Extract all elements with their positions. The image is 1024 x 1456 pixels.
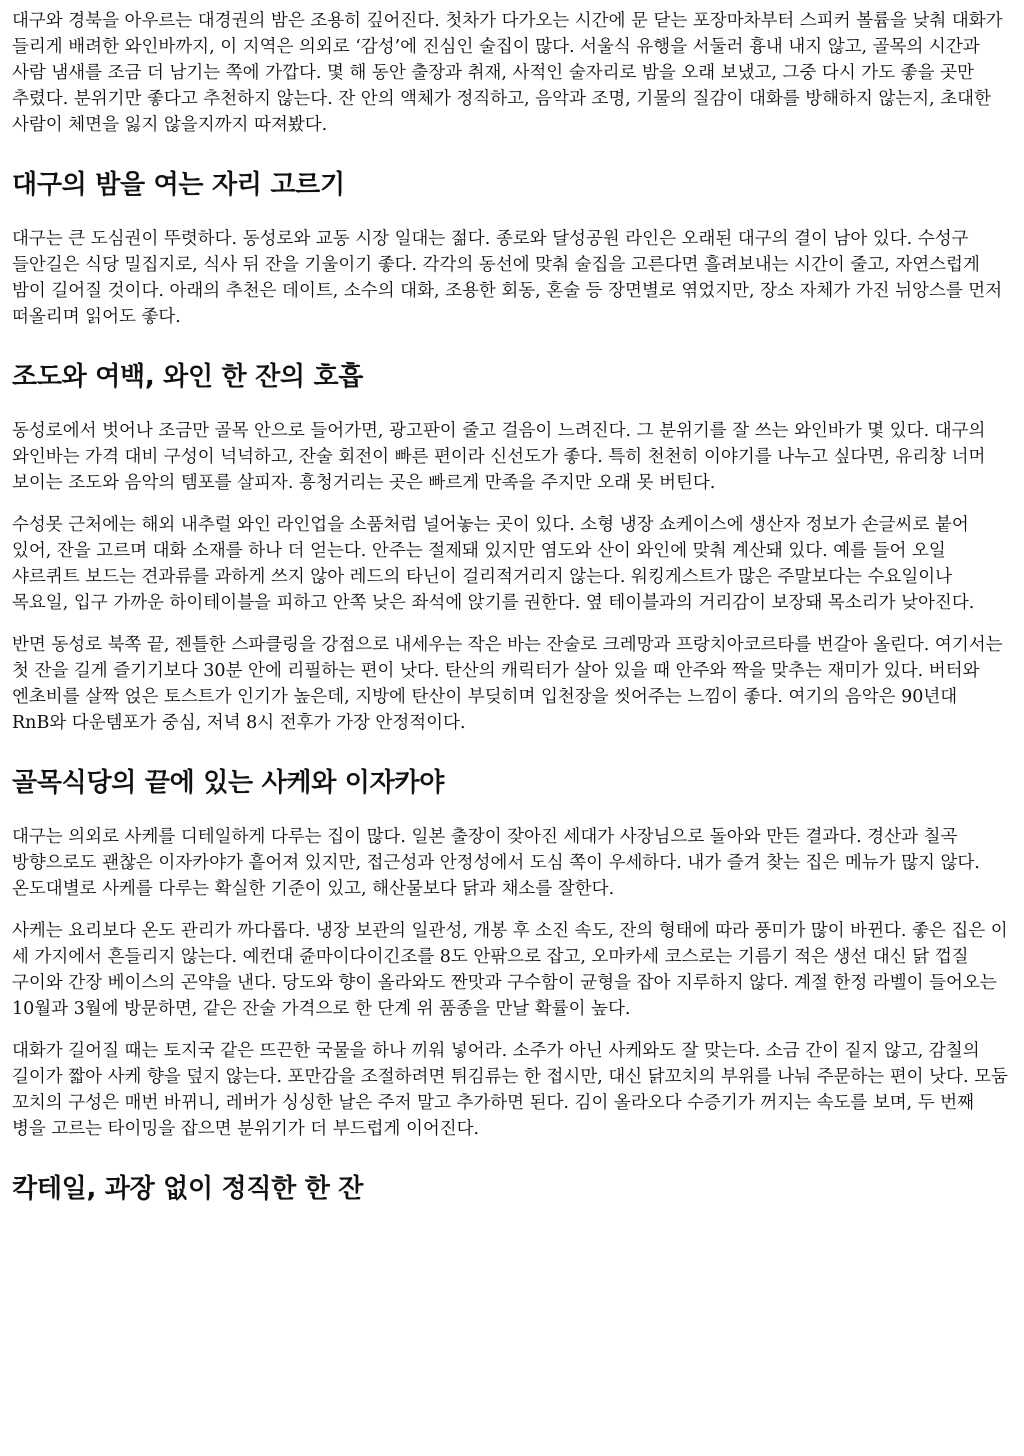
body-paragraph: 대화가 길어질 때는 토지국 같은 뜨끈한 국물을 하나 끼워 넣어라. 소주가 아닌 사케와도 잘 맞는다. 소금 간이 짙지 않고, 감칠의 길이가 짧아 사케 향을 덮지 않는다. 포만감을 조절하려면 튀김류는 한 접시만, 대신 닭꼬치의 부위를 나눠 주문하는 편이 낫다. 모둠 꼬치의 구성은 매번 바뀌니, 레버가 싱싱한 날은 주저 말고 추가하면 된다. 김이 올라오다 수증기가 꺼지는 속도를 보며, 두 번째 병을 고르는 타이밍을 잡으면 분위기가 더 부드럽게 이어진다. — [12, 1041, 1008, 1139]
intro-paragraph: 대구와 경북을 아우르는 대경권의 밤은 조용히 깊어진다. 첫차가 다가오는 시간에 문 닫는 포장마차부터 스피커 볼륨을 낮춰 대화가 들리게 배려한 와인바까지, 이 지역은 의외로 ‘감성’에 진심인 술집이 많다. 서울식 유행을 서둘러 흉내 내지 않고, 골목의 시간과 사람 냄새를 조금 더 남기는 쪽에 가깝다. 몇 해 동안 출장과 취재, 사적인 술자리로 밤을 오래 보냈고, 그중 다시 가도 좋을 곳만 추렸다. 분위기만 좋다고 추천하지 않는다. 잔 안의 액체가 정직하고, 음악과 조명, 기물의 질감이 대화를 방해하지 않는지, 초대한 사람이 체면을 잃지 않을지까지 따져봤다. — [12, 11, 1003, 135]
body-paragraph: 대구는 의외로 사케를 디테일하게 다루는 집이 많다. 일본 출장이 잦아진 세대가 사장님으로 돌아와 만든 결과다. 경산과 칠곡 방향으로도 괜찮은 이자카야가 흩어져 있지만, 접근성과 안정성에서 도심 쪽이 우세하다. 내가 즐겨 찾는 집은 메뉴가 많지 않다. 온도대별로 사케를 다루는 확실한 기준이 있고, 해산물보다 닭과 채소를 잘한다. — [12, 827, 980, 899]
body-paragraph: 반면 동성로 북쪽 끝, 젠틀한 스파클링을 강점으로 내세우는 작은 바는 잔술로 크레망과 프랑치아코르타를 번갈아 올린다. 여기서는 첫 잔을 길게 즐기기보다 30분 안에 리필하는 편이 낫다. 탄산의 캐릭터가 살아 있을 때 안주와 짝을 맞추는 재미가 있다. 버터와 엔초비를 살짝 얹은 토스트가 인기가 높은데, 지방에 탄산이 부딪히며 입천장을 씻어주는 느낌이 좋다. 여기의 음악은 90년대 RnB와 다운템포가 중심, 저녁 8시 전후가 가장 안정적이다. — [12, 635, 1003, 733]
body-paragraph: 수성못 근처에는 해외 내추럴 와인 라인업을 소품처럼 널어놓는 곳이 있다. 소형 냉장 쇼케이스에 생산자 정보가 손글씨로 붙어 있어, 잔을 고르며 대화 소재를 하나 더 얻는다. 안주는 절제돼 있지만 염도와 산이 와인에 맞춰 계산돼 있다. 예를 들어 오일 샤르퀴트 보드는 견과류를 과하게 쓰지 않아 레드의 타닌이 걸리적거리지 않는다. 워킹게스트가 많은 주말보다는 수요일이나 목요일, 입구 가까운 하이테이블을 피하고 안쪽 낮은 좌석에 앉기를 권한다. 옆 테이블과의 거리감이 보장돼 목소리가 낮아진다. — [12, 515, 975, 613]
section-heading: 골목식당의 끝에 있는 사케와 이자카야 — [12, 768, 445, 798]
section-heading: 칵테일, 과장 없이 정직한 한 잔 — [12, 1174, 364, 1204]
article — [0, 8, 1020, 1206]
body-paragraph: 동성로에서 벗어나 조금만 골목 안으로 들어가면, 광고판이 줄고 걸음이 느려진다. 그 분위기를 잘 쓰는 와인바가 몇 있다. 대구의 와인바는 가격 대비 구성이 넉넉하고, 잔술 회전이 빠른 편이라 신선도가 좋다. 특히 천천히 이야기를 나누고 싶다면, 유리창 너머 보이는 조도와 음악의 템포를 살피자. 흥청거리는 곳은 빠르게 만족을 주지만 오래 못 버틴다. — [12, 421, 986, 493]
body-paragraph: 대구는 큰 도심권이 뚜렷하다. 동성로와 교동 시장 일대는 젊다. 종로와 달성공원 라인은 오래된 대구의 결이 남아 있다. 수성구 들안길은 식당 밀집지로, 식사 뒤 잔을 기울이기 좋다. 각각의 동선에 맞춰 술집을 고른다면 흘려보내는 시간이 줄고, 자연스럽게 밤이 길어질 것이다. 아래의 추천은 데이트, 소수의 대화, 조용한 회동, 혼술 등 장면별로 엮었지만, 장소 자체가 가진 뉘앙스를 먼저 떠올리며 읽어도 좋다. — [12, 229, 1003, 327]
body-paragraph: 사케는 요리보다 온도 관리가 까다롭다. 냉장 보관의 일관성, 개봉 후 소진 속도, 잔의 형태에 따라 풍미가 많이 바뀐다. 좋은 집은 이 세 가지에서 흔들리지 않는다. 예컨대 쥰마이다이긴조를 8도 안팎으로 잡고, 오마카세 코스로는 기름기 적은 생선 대신 닭 껍질 구이와 간장 베이스의 곤약을 낸다. 당도와 향이 올라와도 짠맛과 구수함이 균형을 잡아 지루하지 않다. 계절 한정 라벨이 들어오는 10월과 3월에 방문하면, 같은 잔술 가격으로 한 단계 위 품종을 만날 확률이 높다. — [12, 921, 1008, 1019]
section-heading: 대구의 밤을 여는 자리 고르기 — [12, 170, 345, 200]
section-heading: 조도와 여백, 와인 한 잔의 호흡 — [12, 362, 364, 392]
